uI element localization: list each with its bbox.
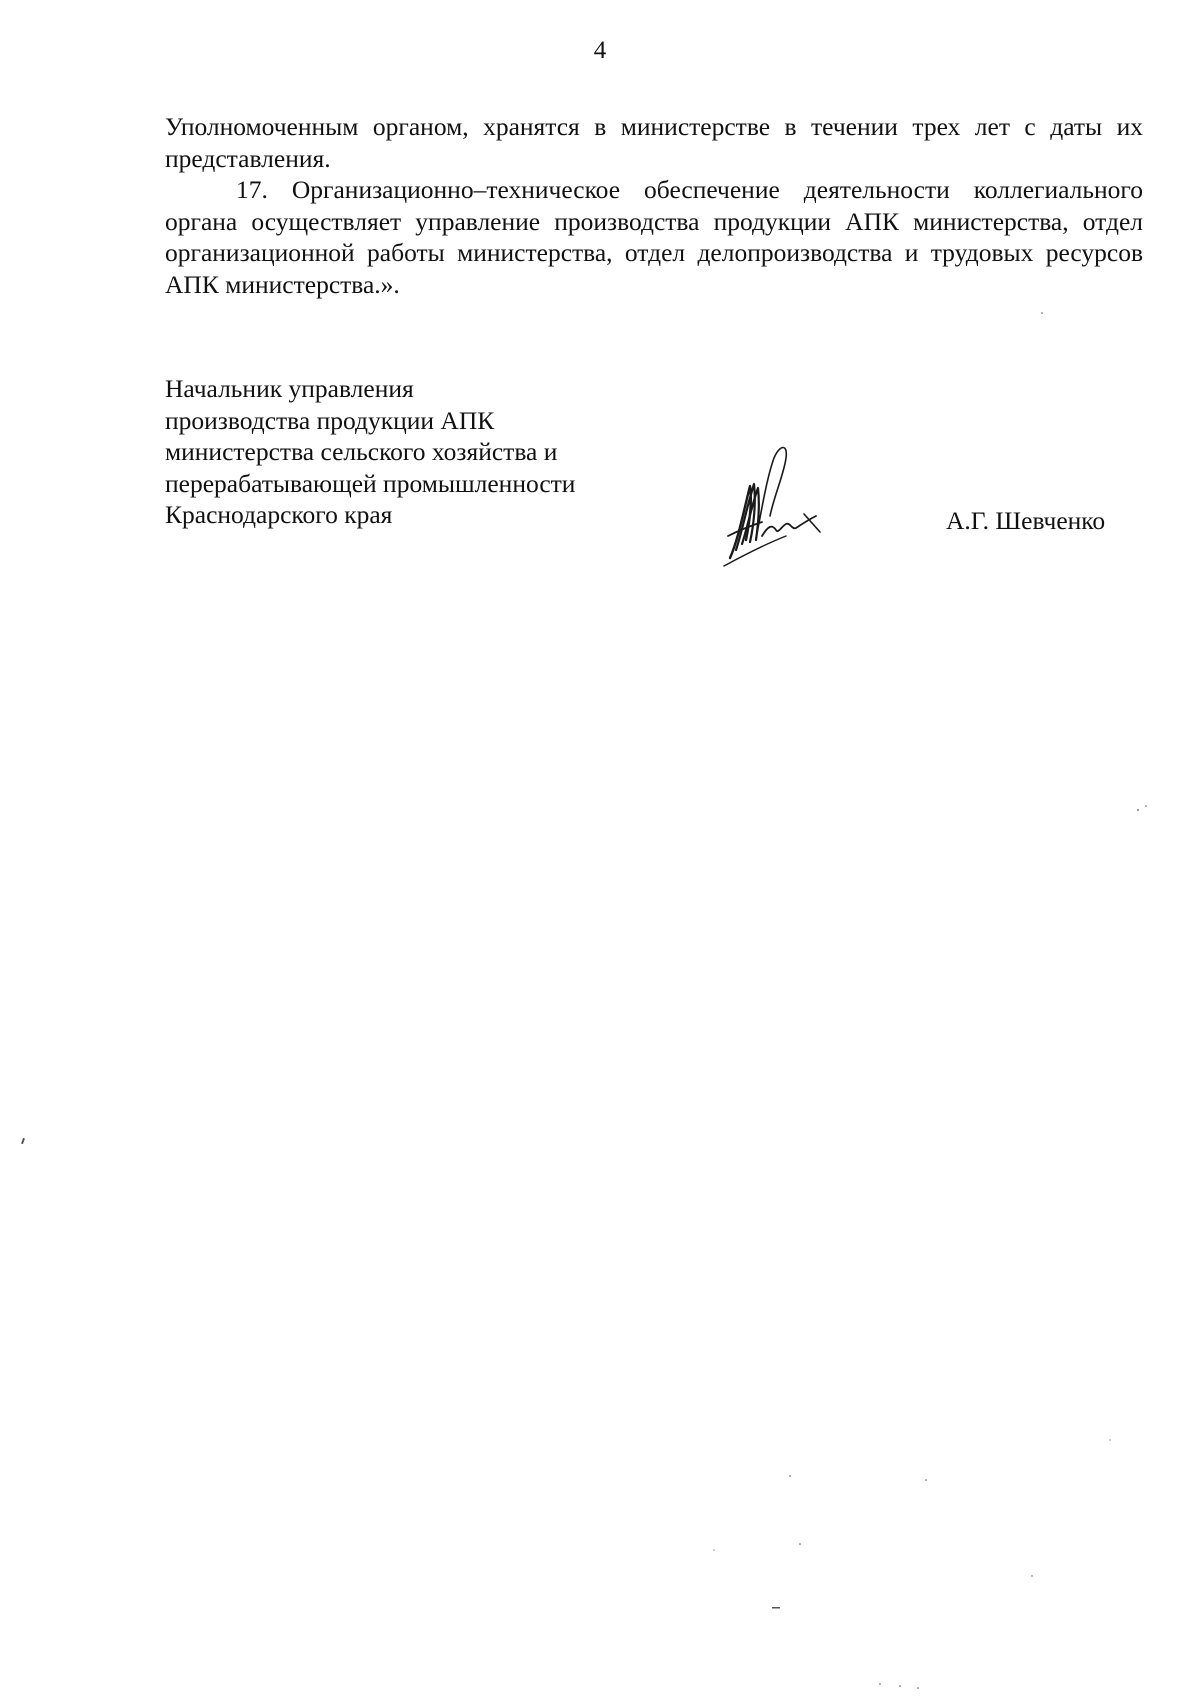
signatory-title-line: Начальник управления [165, 374, 414, 403]
document-body [165, 111, 1143, 300]
page-number: 4 [593, 37, 607, 64]
signatory-title-line: Краснодарского края [165, 500, 393, 529]
handwritten-signature [716, 440, 836, 570]
signatory-title [165, 373, 575, 531]
paragraph-17: 17. Организационно–техническое обеспечение деятельности коллегиального органа осуществляет управление производства продукции АПК министерства, отдел организационной работы министерства, отдел делопроизводства и трудовых ресурсов АПК министерства.». [165, 175, 1143, 299]
signatory-title-line: министерства сельского хозяйства и [165, 437, 558, 466]
signatory-title-line: производства продукции АПК [165, 405, 495, 435]
signer-name: А.Г. Шевченко [946, 506, 1106, 535]
paragraph-continued: Уполномоченным органом, хранятся в министерстве в течении трех лет с даты их представления. [165, 112, 1143, 173]
signatory-title-line: перерабатывающей промышленности [165, 468, 576, 498]
